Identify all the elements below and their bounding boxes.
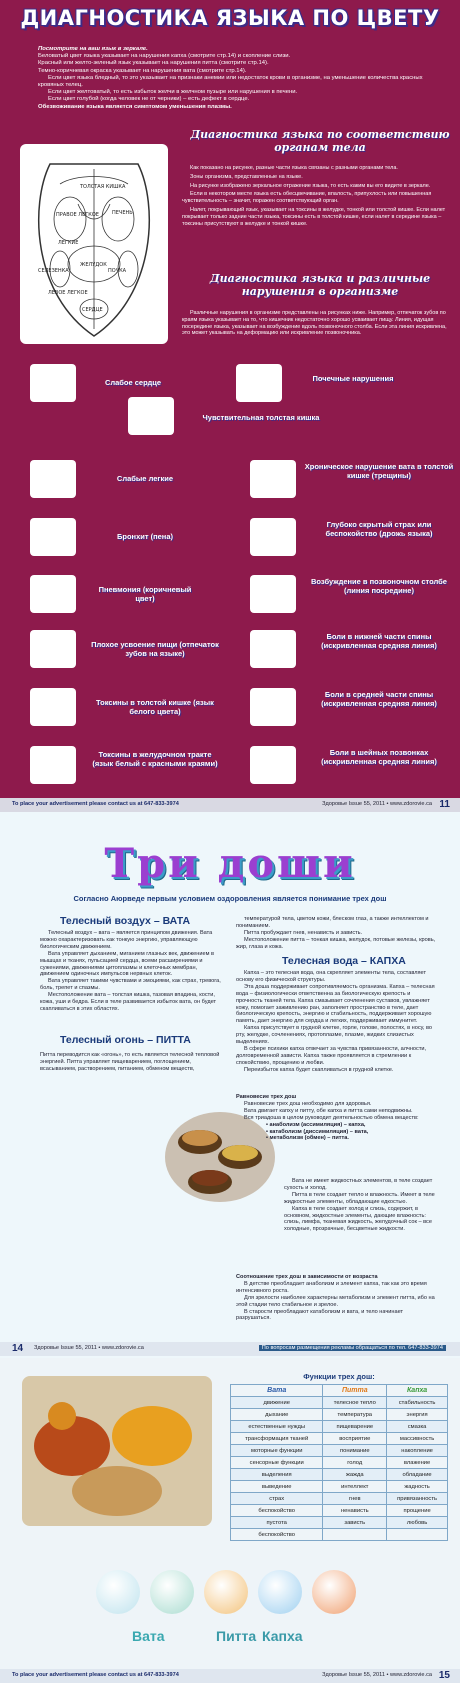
table-row xyxy=(231,1493,448,1505)
table-header-row xyxy=(231,1385,448,1397)
tongue-image xyxy=(250,630,296,668)
condition-label: Боли в нижней части спины (искривленная средняя линия) xyxy=(321,632,437,650)
table-cell: выведение xyxy=(231,1481,323,1493)
table-cell: жадность xyxy=(387,1481,448,1493)
paragraph: Местоположение питта – тонкая кишка, желудок, потовые железы, кровь, жир, глаза и кожа. xyxy=(236,936,436,950)
vata-orb-icon xyxy=(150,1570,194,1614)
table-cell: естественные нужды xyxy=(231,1421,323,1433)
tongue-image xyxy=(30,364,76,402)
age-section xyxy=(236,1274,436,1322)
page-tongue-diagnosis xyxy=(0,0,460,812)
paragraph: • метаболизм (обмен) – питта. xyxy=(266,1135,349,1142)
page-footer xyxy=(0,798,460,812)
table-row xyxy=(231,1409,448,1421)
diagram-label: ЖЕЛУДОК xyxy=(80,262,107,268)
page-subtitle: Согласно Аюрведе первым условием оздоровления является понимание трех дош xyxy=(73,894,387,903)
tongue-image xyxy=(30,575,76,613)
table-cell: массивность xyxy=(387,1433,448,1445)
vata-text xyxy=(40,930,226,1013)
condition-label: Пневмония (коричневый цвет) xyxy=(98,585,192,603)
condition-label: Возбуждение в позвоночном столбе (линия посредине) xyxy=(311,577,447,595)
table-cell: пустота xyxy=(231,1517,323,1529)
paragraph: Питта пробуждает гнев, ненависть и зависть. xyxy=(244,929,363,936)
page-footer xyxy=(0,1669,460,1683)
table-row xyxy=(231,1421,448,1433)
diagram-label: СЕЛЕЗЕНКА xyxy=(38,268,69,274)
organs-text xyxy=(182,165,448,229)
table-title: Функции трех дош: xyxy=(303,1372,375,1381)
disorders-text: Различные нарушения в организме представлены на рисунках ниже. Например, отпечаток зубов по краям языка указывает на то, что кишечник недостаточно хорошо усваивает пищу. Линия, идущая посередине языка, указывает на возбуждение вдоль позвоночного столба. Если эта линия искривлена, это может указывать на деформацию или искривление позвоночника. xyxy=(182,310,447,337)
paragraph: Для зрелости наиболее характерны метаболизм и элемент питта, ибо на этой стадии тело стабильное и зрелое. xyxy=(236,1294,435,1308)
table-cell: выделения xyxy=(231,1469,323,1481)
table-cell: жажда xyxy=(323,1469,387,1481)
table-cell: интеллект xyxy=(323,1481,387,1493)
intro-line: Беловатый цвет языка указывает на нарушения капха (смотрите стр.14) и скопление слизи. xyxy=(38,53,291,60)
dosha-functions-table xyxy=(230,1384,448,1541)
table-cell: температура xyxy=(323,1409,387,1421)
table-row xyxy=(231,1469,448,1481)
page-footer xyxy=(0,1342,460,1356)
table-cell: накопление xyxy=(387,1445,448,1457)
intro-line: Если цвет голубой (когда человек не от черники) – есть дефект в сердце. xyxy=(48,96,250,103)
paragraph: Питта в теле создает тепло и влажность. Имеет в теле жидкостные элементы, обладающие едкостью. xyxy=(284,1191,435,1205)
paragraph: Капха – это телесная вода, она скрепляет элементы тела, составляет основу его физической структуры. xyxy=(236,970,427,983)
page-three-doshas xyxy=(0,812,460,1358)
condition-label: Глубоко скрытый страх или беспокойство (дрожь языка) xyxy=(325,520,433,538)
diagram-label: ПЕЧЕНЬ xyxy=(112,210,133,216)
table-cell: гнев xyxy=(323,1493,387,1505)
balance-heading: Равновесие трех дош xyxy=(236,1094,297,1100)
spices-photo xyxy=(22,1376,212,1526)
tongue-image xyxy=(250,460,296,498)
section-heading-organs: Диагностика языка по соответствию органам тела xyxy=(190,128,450,154)
table-cell: беспокойство xyxy=(231,1529,323,1541)
paragraph: температурой тела, цветом кожи, блеском глаз, а также интеллектом и пониманием. xyxy=(236,916,429,929)
paragraph: В детстве преобладает анаболизм и элемент капха, так как это время интенсивного роста. xyxy=(236,1280,427,1294)
table-cell: страх xyxy=(231,1493,323,1505)
intro-text xyxy=(38,46,444,111)
table-cell xyxy=(323,1529,387,1541)
tongue-image xyxy=(30,630,76,668)
table-cell: стабильность xyxy=(387,1397,448,1409)
paragraph: • катаболизм (диссимиляция) – вата, xyxy=(266,1128,369,1135)
table-cell: беспокойство xyxy=(231,1505,323,1517)
tongue-image xyxy=(30,688,76,726)
diagram-label: СЕРДЦЕ xyxy=(82,307,103,313)
table-row xyxy=(231,1481,448,1493)
dosha-properties xyxy=(284,1178,438,1233)
paragraph: Капха присутствует в грудной клетке, горле, голове, полостях, в носу, во рту, желудке, сочленениях, протоплазме, плазме, жидких слизистых выделениях. xyxy=(236,1025,433,1046)
table-row xyxy=(231,1397,448,1409)
condition-label: Чувствительная толстая кишка xyxy=(202,413,320,422)
intro-line: Если цвет языка бледный, то это указывает на признаки анемии или недостаток крови в организме, на уменьшение количества красных кровяных телец. xyxy=(38,74,423,89)
diagram-label: ТОЛСТАЯ КИШКА xyxy=(80,184,126,190)
paragraph: • анаболизм (ассимиляция) – капха, xyxy=(266,1121,366,1128)
paragraph: Равновесие трех дош необходимо для здоровья. xyxy=(244,1100,372,1107)
page-title: Три доши xyxy=(104,840,356,887)
intro-line: Обезвоживание языка является симптомом уменьшения плазмы. xyxy=(38,103,232,110)
tongue-image xyxy=(250,575,296,613)
kapha-text xyxy=(236,970,436,1074)
condition-label: Боли в средней части спины (искривленная средняя линия) xyxy=(321,690,437,708)
pitta-orb-icon xyxy=(312,1570,356,1614)
paragraph: Зоны организма, представленные на языке. xyxy=(190,173,303,180)
condition-label: Боли в шейных позвонках (искривленная средняя линия) xyxy=(321,748,437,766)
paragraph: В сфере психики капха отвечает за чувства привязанности, алчности, долговременной зависти. Капха также проявляется в стремлении к спокойствию, прощению и любви. xyxy=(236,1045,427,1066)
table-cell: восприятие xyxy=(323,1433,387,1445)
condition-label: Слабое сердце xyxy=(104,378,162,387)
paragraph: Эта доша поддерживает сопротивляемость организма. Капха – телесная вода – физиологически ответственна за биологическую крепость и прочность тканей тела. Капха смазывает сочленения суставов, увлажняет кожу, помогает заживлению ран, заполняет пространство в теле, дает биологическую крепость, энергию и стабильность, поддерживает хорошую память, дает энергию для сердца и легких, поддерживает иммунитет. xyxy=(236,983,435,1025)
paragraph: Если в некотором месте языка есть обесцвечивание, впалость, припухлость или повышенная чувствительность – значит, поражен соответствующий орган. xyxy=(182,191,432,205)
table-row xyxy=(231,1457,448,1469)
condition-label: Токсины в желудочном тракте (язык белый с красными краями) xyxy=(92,750,218,768)
condition-label: Почечные нарушения xyxy=(312,374,394,383)
paragraph: Налет, покрывающий язык, указывает на токсины в желудке, тонкой или толстой кишке. Если налет покрывает только задние части языка, токсины есть в толстой кишке, если налет в середине языка – токсины присутствуют в желудке и тонкой кишке. xyxy=(182,206,446,227)
kapha-heading: Телесная вода – КАПХА xyxy=(282,955,406,967)
tongue-image xyxy=(30,518,76,556)
pitta-text-cont xyxy=(236,916,436,951)
condition-label: Токсины в толстой кишке (язык белого цвета) xyxy=(96,698,214,716)
table-cell: ненависть xyxy=(323,1505,387,1517)
table-cell: движение xyxy=(231,1397,323,1409)
footer-ad-text: По вопросам размещения рекламы обращаться по тел. 647-833-3974 xyxy=(259,1345,446,1351)
footer-issue-text: Здоровье Issue 55, 2011 • www.zdorovie.ca xyxy=(322,801,432,807)
paragraph: Местоположение вата – толстая кишка, тазовая впадина, кости, кожа, уши и бедра. Если в теле развивается избыток вата, он будет скапливаться в этих областях. xyxy=(40,992,217,1012)
condition-label: Хроническое нарушение вата в толстой кишке (трещины) xyxy=(304,462,454,480)
tongue-image xyxy=(236,364,282,402)
diagram-label: ЛЕГКИЕ xyxy=(58,240,79,246)
footer-ad-text: To place your advertisement please contact us at 647-833-3974 xyxy=(12,1672,179,1678)
paragraph: Капха в теле создает холод и слизь, содержит, в основном, жидкостные элементы, дающие влажность: слизь, лимфа, тканевая жидкость, желудочный сок – все холодные, прозрачные, бесцветные жидкости. xyxy=(284,1205,432,1233)
paragraph: На рисунке изображено зеркальное отражение языка, то есть каким вы его видите в зеркале. xyxy=(190,182,431,189)
table-cell: трансформация тканей xyxy=(231,1433,323,1445)
tongue-organ-map xyxy=(20,144,168,344)
footer-issue-text: Здоровье Issue 55, 2011 • www.zdorovie.ca xyxy=(322,1672,432,1678)
condition-label: Бронхит (пена) xyxy=(116,532,174,541)
page-number: 11 xyxy=(439,799,450,810)
pitta-heading: Телесный огонь – ПИТТА xyxy=(60,1034,191,1046)
table-cell: зависть xyxy=(323,1517,387,1529)
table-cell: обладание xyxy=(387,1469,448,1481)
table-cell: энергия xyxy=(387,1409,448,1421)
diagram-label: ПОЧКА xyxy=(108,268,127,274)
tongue-image xyxy=(128,397,174,435)
table-cell xyxy=(387,1529,448,1541)
table-cell: сенсорные функции xyxy=(231,1457,323,1469)
paragraph: Вата двигает капху и питту, обе капха и питта сами неподвижны. xyxy=(244,1107,413,1114)
condition-label: Слабые легкие xyxy=(116,474,174,483)
diagram-label: ЛЕВОЕ ЛЕГКОЕ xyxy=(48,290,88,296)
vata-orb-icon xyxy=(96,1570,140,1614)
pitta-text: Питта переводится как «огонь», то есть является телесной тепловой энергией. Питта управляет пищеварением, поглощением, всасыванием, растворением, питанием, обменом веществ, xyxy=(40,1052,220,1072)
page-title: ДИАГНОСТИКА ЯЗЫКА ПО ЦВЕТУ xyxy=(20,6,440,30)
tongue-image xyxy=(30,460,76,498)
section-heading-disorders: Диагностика языка и различные нарушения в организме xyxy=(209,272,431,298)
tongue-image xyxy=(30,746,76,784)
pitta-orb-icon xyxy=(204,1570,248,1614)
intro-line: Красный или желто-зеленый язык указывает на нарушения питта (смотрите стр.14). xyxy=(38,60,269,67)
table-cell: прощение xyxy=(387,1505,448,1517)
tongue-map-drawing xyxy=(20,144,168,344)
tongue-image xyxy=(250,518,296,556)
table-row xyxy=(231,1445,448,1457)
intro-heading: Посмотрите на ваш язык в зеркале. xyxy=(38,46,148,52)
table-cell: смазка xyxy=(387,1421,448,1433)
table-cell: любовь xyxy=(387,1517,448,1529)
vata-label: Вата xyxy=(132,1628,165,1644)
column-header: Питта xyxy=(323,1385,387,1397)
column-header: Капха xyxy=(387,1385,448,1397)
tongue-image xyxy=(250,688,296,726)
table-row xyxy=(231,1517,448,1529)
paragraph: Вся триадоша в целом руководит деятельностью обмена веществ: xyxy=(244,1114,419,1121)
paragraph: Вата управляет дыханием, миганием глазных век, движением в мышцах и тканях, пульсацией сердца, всеми расширениями и сужениями, движениями цитоплазмы и клеточных мембран, движением одиночных импульсов нервных клеток. xyxy=(40,950,214,978)
paragraph: Переизбыток капха будет скапливаться в грудной клетке. xyxy=(244,1066,394,1073)
paragraph: Как показано на рисунке, разные части языка связаны с разными органами тела. xyxy=(190,165,398,171)
table-body xyxy=(231,1397,448,1541)
table-cell: пищеварение xyxy=(323,1421,387,1433)
column-header: Вата xyxy=(231,1385,323,1397)
age-heading: Соотношение трех дош в зависимости от возраста xyxy=(236,1274,378,1280)
table-cell: влажение xyxy=(387,1457,448,1469)
footer-ad-text: To place your advertisement please contact us at 647-833-3974 xyxy=(12,801,179,807)
condition-label: Плохое усвоение пищи (отпечаток зубов на языке) xyxy=(91,640,219,658)
kapha-label: Капха xyxy=(262,1628,303,1644)
table-row xyxy=(231,1505,448,1517)
vata-heading: Телесный воздух – ВАТА xyxy=(60,915,191,927)
table-cell: моторные функции xyxy=(231,1445,323,1457)
balance-section xyxy=(236,1094,436,1142)
intro-line: Если цвет желтоватый, то есть избыток желчи в желчном пузыре или нарушения в печени. xyxy=(48,89,298,96)
tongue-image xyxy=(250,746,296,784)
table-cell: привязанность xyxy=(387,1493,448,1505)
paragraph: Вата не имеет жидкостных элементов, в теле создает сухость и холод. xyxy=(284,1178,433,1191)
paragraph: Телесный воздух – вата – является принципом движения. Вата можно охарактеризовать как тонкую энергию, управляющую биологическим движением. xyxy=(40,930,213,950)
table-cell: дыхание xyxy=(231,1409,323,1421)
intro-line: Темно-коричневая окраска указывает на нарушения вата (смотрите стр.14). xyxy=(38,67,247,74)
paragraph: Вата управляет такими чувствами и эмоциями, как страх, тревога, боль, трепет и спазмы. xyxy=(40,978,221,992)
diagram-label: ПРАВОЕ ЛЕГКОЕ xyxy=(56,212,99,218)
table-cell: голод xyxy=(323,1457,387,1469)
page-number: 15 xyxy=(438,1670,450,1681)
table-cell: телесное тепло xyxy=(323,1397,387,1409)
table-row xyxy=(231,1433,448,1445)
kapha-orb-icon xyxy=(258,1570,302,1614)
footer-issue-text: Здоровье Issue 55, 2011 • www.zdorovie.ca xyxy=(34,1345,144,1351)
page-dosha-functions xyxy=(0,1358,460,1683)
paragraph: В старости преобладают катаболизм и вата, и тело начинает разрушаться. xyxy=(236,1308,404,1322)
page-number: 14 xyxy=(12,1343,24,1354)
pitta-label: Питта xyxy=(216,1628,257,1644)
table-row xyxy=(231,1529,448,1541)
table-cell: понимание xyxy=(323,1445,387,1457)
